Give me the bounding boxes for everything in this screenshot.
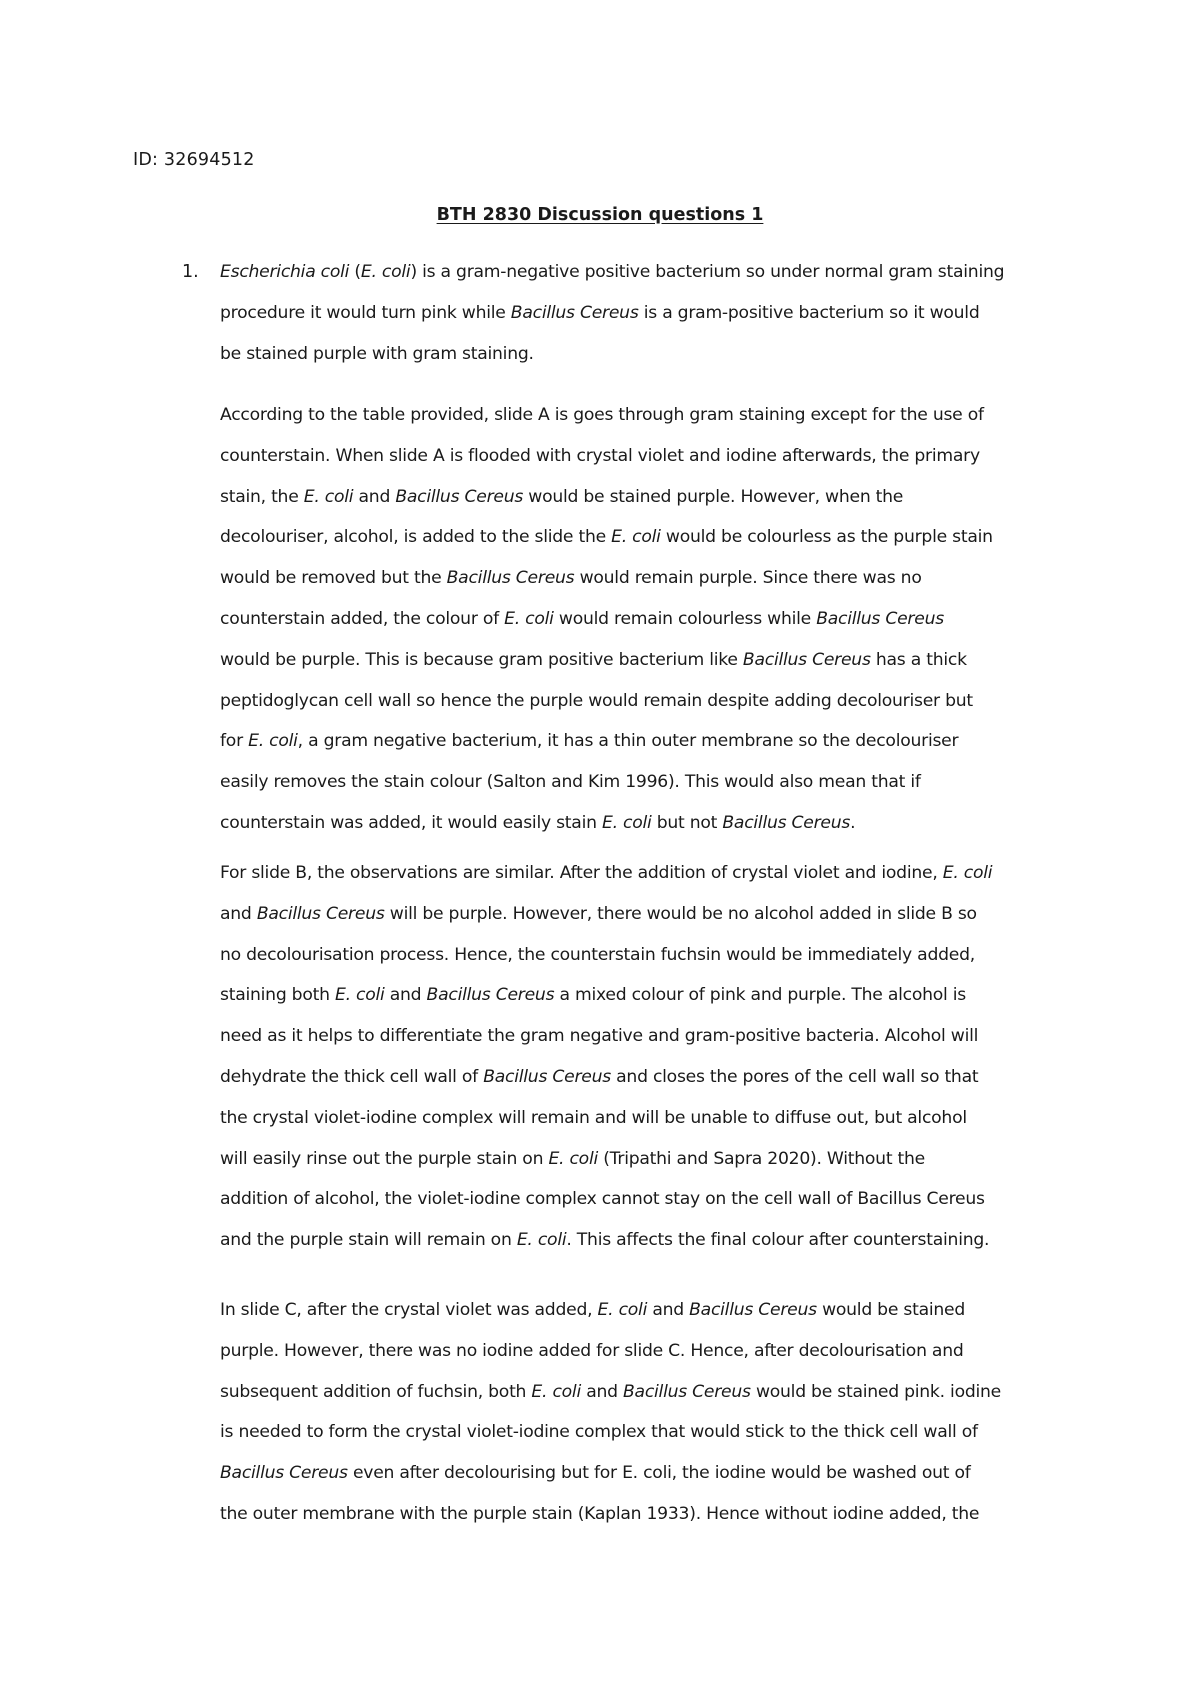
paragraph (220, 395, 1080, 844)
italic-run: E. coli (942, 863, 993, 883)
text-run: for (220, 731, 249, 752)
text-run: According to the table provided, slide A is goes through gram staining except for the use of (220, 405, 984, 425)
text-line (220, 640, 1080, 681)
text-line (220, 1331, 1080, 1372)
text-run: peptidoglycan cell wall so hence the purple would remain despite adding decolouriser but (220, 690, 973, 711)
text-run: the outer membrane with the purple stain (Kaplan 1933). Hence without iodine added, the (220, 1503, 980, 1524)
italic-run: Bacillus Cereus (816, 608, 944, 629)
text-line (220, 436, 1080, 477)
text-run: need as it helps to differentiate the gram negative and gram-positive bacteria. Alcohol will (220, 1026, 979, 1047)
text-line (220, 334, 1080, 375)
text-run: and (353, 486, 396, 507)
text-run: ( (349, 262, 361, 282)
italic-run: E. coli (601, 812, 652, 833)
text-run: will easily rinse out the purple stain on (220, 1148, 549, 1169)
text-line (220, 1057, 1080, 1098)
text-run: and the purple stain will remain on (220, 1230, 517, 1251)
text-run: (Tripathi and Sapra 2020). Without the (598, 1148, 925, 1169)
text-line (220, 1016, 1080, 1057)
italic-run: Bacillus Cereus (395, 486, 524, 507)
text-run: but not (651, 812, 723, 833)
text-line (220, 293, 1080, 334)
text-run: . This affects the final colour after counterstaining. (566, 1230, 990, 1251)
text-run: . (850, 812, 856, 833)
text-line (220, 762, 1080, 803)
text-line (220, 1372, 1080, 1413)
text-run: would be colourless as the purple stain (660, 527, 993, 548)
text-run: ) is a gram-negative positive bacterium so under normal gram staining (410, 262, 1005, 282)
text-run: counterstain added, the colour of (220, 608, 505, 629)
text-line (220, 721, 1080, 762)
text-run: easily removes the stain colour (Salton and Kim 1996). This would also mean that if (220, 772, 921, 793)
text-line (220, 894, 1080, 935)
text-run: dehydrate the thick cell wall of (220, 1066, 484, 1087)
text-run: In slide C, after the crystal violet was added, (220, 1300, 598, 1320)
text-run: decolouriser, alcohol, is added to the slide the (220, 527, 612, 548)
italic-run: E. coli (611, 527, 661, 548)
text-line (220, 1179, 1080, 1220)
italic-run: Bacillus Cereus (446, 568, 575, 589)
text-run: and (220, 903, 257, 924)
text-line (220, 975, 1080, 1016)
italic-run: E. coli (597, 1300, 648, 1320)
text-run: would remain colourless while (553, 608, 817, 629)
italic-run: E. coli (303, 486, 354, 507)
italic-run: Bacillus Cereus (483, 1066, 611, 1087)
page-title: BTH 2830 Discussion questions 1 (436, 205, 764, 225)
text-line (220, 1139, 1080, 1180)
italic-run: E. coli (531, 1381, 581, 1402)
italic-run: Bacillus Cereus (256, 903, 385, 924)
text-line (220, 681, 1080, 722)
text-line (220, 1494, 1080, 1535)
italic-run: Bacillus Cereus (623, 1381, 751, 1402)
text-run: and (384, 985, 427, 1006)
text-run: counterstain was added, it would easily stain (220, 812, 602, 833)
text-line (220, 1290, 1080, 1331)
text-run: has a thick (870, 649, 967, 670)
italic-run: E. coli (504, 608, 554, 629)
text-line (220, 1453, 1080, 1494)
text-line (220, 1220, 1080, 1261)
text-line (220, 558, 1080, 599)
text-run: stain, the (220, 486, 304, 507)
text-line (220, 599, 1080, 640)
text-run: and (580, 1381, 623, 1402)
text-run: , a gram negative bacterium, it has a thin outer membrane so the decolouriser (297, 731, 959, 752)
paragraph (220, 252, 1080, 374)
text-line (220, 477, 1080, 518)
text-line (220, 517, 1080, 558)
text-run: be stained purple with gram staining. (220, 343, 534, 364)
italic-run: E. coli (548, 1148, 598, 1169)
italic-run: Bacillus Cereus (510, 302, 639, 323)
text-run: purple. However, there was no iodine added for slide C. Hence, after decolourisation and (220, 1340, 964, 1361)
text-run: procedure it would turn pink while (220, 302, 511, 323)
italic-run: E. coli (334, 985, 385, 1006)
text-run: would be stained (816, 1300, 966, 1320)
text-run: subsequent addition of fuchsin, both (220, 1381, 532, 1402)
italic-run: E. coli (360, 262, 411, 282)
text-run: a mixed colour of pink and purple. The alcohol is (554, 985, 966, 1006)
text-run: the crystal violet-iodine complex will remain and will be unable to diffuse out, but alcohol (220, 1107, 967, 1128)
paragraph (220, 853, 1080, 1261)
italic-run: Bacillus Cereus (742, 649, 871, 670)
text-run: even after decolourising but for E. coli, the iodine would be washed out of (347, 1463, 971, 1484)
text-line (220, 252, 1080, 293)
italic-run: Bacillus Cereus (426, 985, 555, 1006)
text-run: For slide B, the observations are similar. After the addition of crystal violet and iodine, (220, 863, 943, 883)
text-run: would be stained purple. However, when the (523, 486, 904, 507)
italic-run: Bacillus Cereus (220, 1463, 348, 1484)
text-run: would remain purple. Since there was no (574, 568, 922, 589)
italic-run: Escherichia coli (220, 262, 350, 282)
student-id: ID: 32694512 (133, 150, 255, 170)
italic-run: Bacillus Cereus (689, 1300, 817, 1320)
text-run: no decolourisation process. Hence, the counterstain fuchsin would be immediately added, (220, 944, 975, 965)
text-run: counterstain. When slide A is flooded with crystal violet and iodine afterwards, the primary (220, 445, 980, 466)
paragraph (220, 1290, 1080, 1535)
italic-run: E. coli (516, 1230, 567, 1251)
text-line (220, 803, 1080, 844)
text-run: addition of alcohol, the violet-iodine complex cannot stay on the cell wall of Bacillus Cereus (220, 1189, 985, 1210)
text-line (220, 1098, 1080, 1139)
text-line (220, 853, 1080, 894)
text-run: would be stained pink. iodine (750, 1381, 1002, 1402)
text-run: is needed to form the crystal violet-iodine complex that would stick to the thick cell wall of (220, 1422, 978, 1443)
text-run: staining both (220, 985, 335, 1006)
list-number: 1. (182, 262, 199, 282)
italic-run: E. coli (248, 731, 298, 752)
text-line (220, 1412, 1080, 1453)
italic-run: Bacillus Cereus (722, 812, 851, 833)
text-run: would be removed but the (220, 568, 447, 589)
text-run: and closes the pores of the cell wall so that (610, 1066, 979, 1087)
text-run: would be purple. This is because gram positive bacterium like (220, 649, 743, 670)
text-run: and (647, 1300, 690, 1320)
text-line (220, 935, 1080, 976)
text-run: will be purple. However, there would be no alcohol added in slide B so (384, 903, 977, 924)
text-run: is a gram-positive bacterium so it would (638, 302, 980, 323)
text-line (220, 395, 1080, 436)
